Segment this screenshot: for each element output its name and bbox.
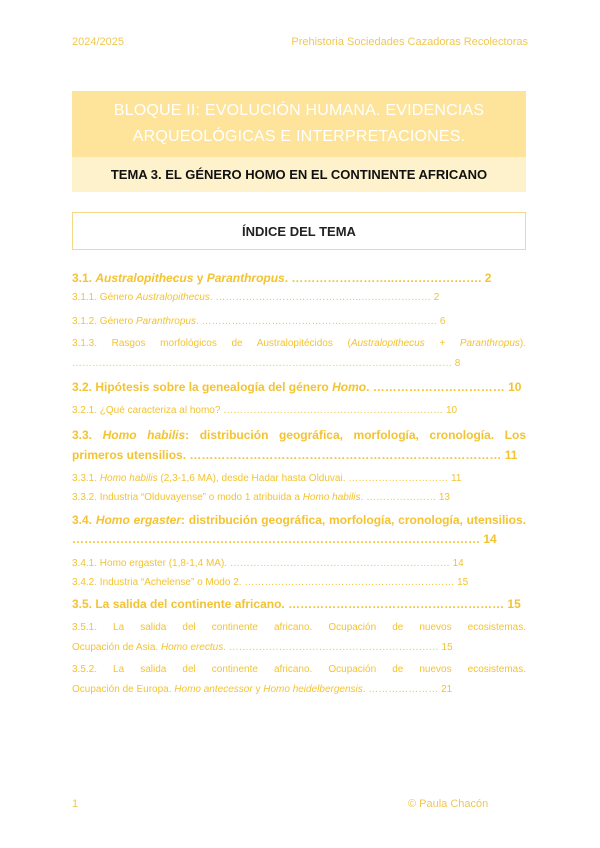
- tema-banner: [72, 157, 526, 192]
- header-course: Prehistoria Sociedades Cazadoras Recolectoras: [291, 36, 528, 48]
- toc-entry-3-4[interactable]: 3.4. Homo ergaster: distribución geográfica, morfología, cronología, utensilios.: [72, 513, 526, 527]
- toc-entry-3-1-3-cont[interactable]: …………………………………………………………………………………………………… 8: [72, 358, 461, 369]
- block-title-line-1: BLOQUE II: EVOLUCIÓN HUMANA. EVIDENCIAS: [113, 102, 485, 119]
- toc-entry-3-1-3[interactable]: 3.1.3. Rasgos morfológicos de Australopitécidos (Australopithecus + Paranthropus).: [72, 338, 526, 349]
- tema-title: TEMA 3. EL GÉNERO HOMO EN EL CONTINENTE AFRICANO: [110, 167, 488, 182]
- toc-entry-3-1[interactable]: 3.1. Australopithecus y Paranthropus. ……………………..…………………. 2: [72, 271, 492, 285]
- page-number: 1: [72, 798, 79, 810]
- header-year: 2024/2025: [72, 36, 124, 48]
- toc-entry-3-5[interactable]: 3.5. La salida del continente africano. ……………………………………………… 15: [72, 597, 521, 611]
- toc-entry-3-1-2[interactable]: 3.1.2. Género Paranthropus. ……………………………………..……………………… 6: [72, 316, 446, 327]
- toc-entry-3-5-2-cont[interactable]: Ocupación de Europa. Homo antecessor y Homo heidelbergensis. ………………… 21: [72, 684, 453, 695]
- toc-entry-3-3-cont[interactable]: primeros utensilios. …………………………………………………………………… 11: [72, 448, 518, 462]
- toc-entry-3-5-1-cont[interactable]: Ocupación de Asia. Homo erectus. ……………………………………………………… 15: [72, 642, 453, 653]
- toc-entry-3-5-2[interactable]: 3.5.2. La salida del continente africano. Ocupación de nuevos ecosistemas.: [72, 664, 526, 675]
- toc-entry-3-3-2[interactable]: 3.3.2. Industria “Olduvayense” o modo 1 atribuida a Homo habilis. ………………… 13: [72, 492, 450, 503]
- toc-entry-3-4-1[interactable]: 3.4.1. Homo ergaster (1,8-1,4 MA). ………………………………………………………… 14: [72, 558, 464, 569]
- index-heading-box: [72, 212, 526, 250]
- block-title-line-2: ARQUEOLÓGICAS E INTERPRETACIONES.: [132, 128, 466, 145]
- toc-entry-3-5-1[interactable]: 3.5.1. La salida del continente africano. Ocupación de nuevos ecosistemas.: [72, 622, 526, 633]
- toc-entry-3-1-1[interactable]: 3.1.1. Género Australopithecus. ……………………………………..………………… 2: [72, 292, 440, 303]
- toc-entry-3-4-2[interactable]: 3.4.2. Industria “Achelense” o Modo 2. ……………………………………………………… 15: [72, 577, 469, 588]
- block-title-banner: [72, 91, 526, 157]
- footer-author: © Paula Chacón: [408, 798, 489, 810]
- toc-entry-3-3[interactable]: 3.3. Homo habilis: distribución geográfica, morfología, cronología. Los: [72, 428, 527, 442]
- toc-entry-3-3-1[interactable]: 3.3.1. Homo habilis (2,3-1,6 MA), desde Hadar hasta Olduvai. ………………………… 11: [72, 473, 462, 484]
- toc-entry-3-2[interactable]: 3.2. Hipótesis sobre la genealogía del género Homo. …………………………… 10: [72, 380, 522, 394]
- index-heading: ÍNDICE DEL TEMA: [242, 223, 356, 239]
- toc-entry-3-4-cont[interactable]: ………………………………………………………………………………………… 14: [72, 532, 497, 546]
- toc-entry-3-2-1[interactable]: 3.2.1. ¿Qué caracteriza al homo? ………………………………………………………… 10: [72, 405, 458, 416]
